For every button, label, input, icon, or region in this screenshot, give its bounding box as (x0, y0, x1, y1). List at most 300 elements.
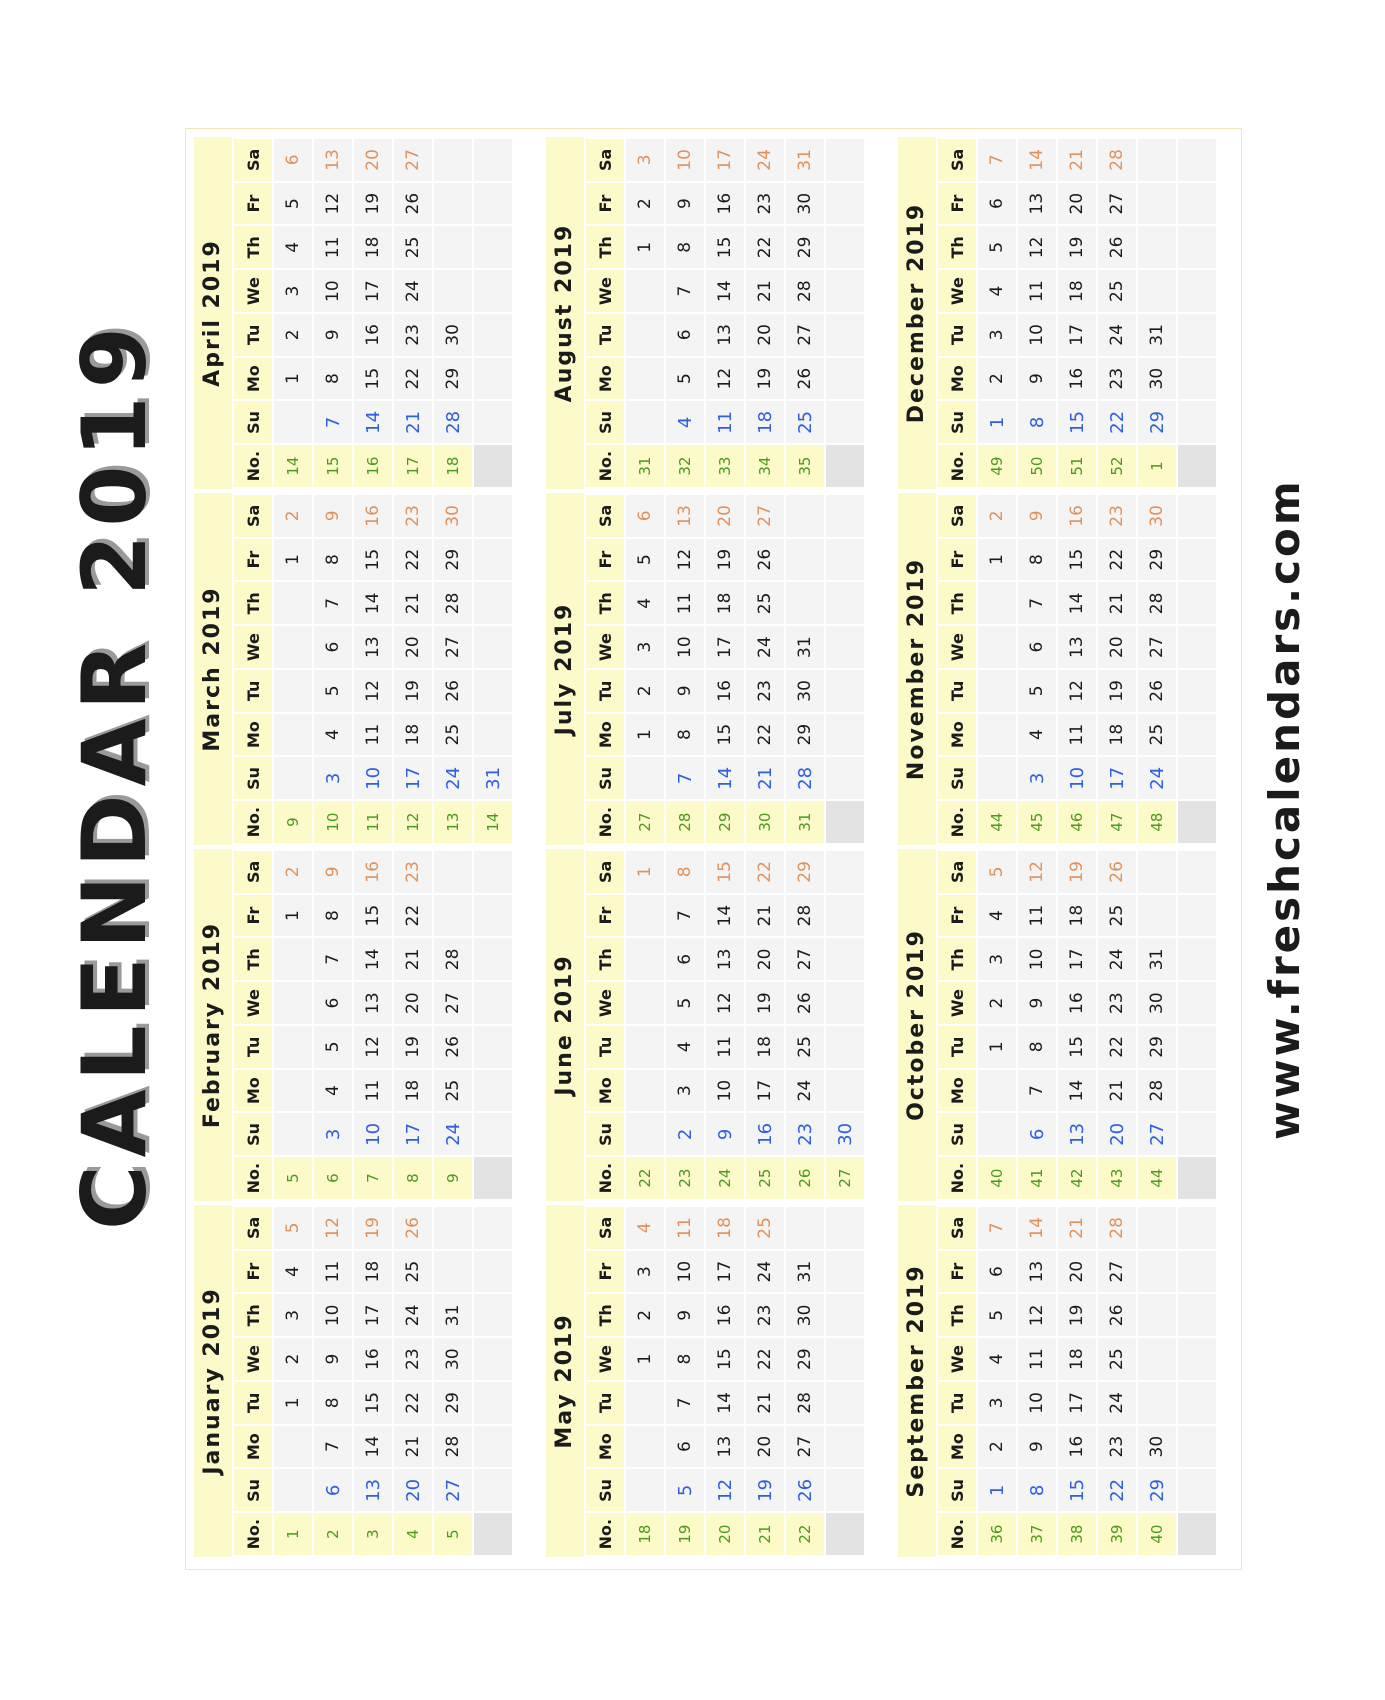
saturday-cell: 16 (354, 851, 392, 893)
week-number: 2 (314, 1513, 352, 1555)
week-row (394, 139, 432, 487)
day-cell (1178, 270, 1216, 312)
weekday-header: Th (938, 227, 976, 269)
weekday-header: Sa (938, 1207, 976, 1249)
day-cell (826, 714, 864, 756)
week-number-header: No. (938, 1513, 976, 1555)
day-cell: 20 (394, 626, 432, 668)
month-title: December 2019 (898, 137, 936, 489)
week-number: 44 (978, 801, 1016, 843)
weekday-header: Mo (938, 714, 976, 756)
day-cell: 5 (314, 1026, 352, 1068)
day-cell: 14 (706, 895, 744, 937)
day-cell: 21 (1098, 1070, 1136, 1112)
day-cell: 21 (394, 583, 432, 625)
saturday-cell: 14 (1018, 1207, 1056, 1249)
day-cell: 26 (1098, 227, 1136, 269)
sunday-cell (274, 1470, 312, 1512)
day-cell: 10 (706, 1070, 744, 1112)
day-cell: 31 (1138, 314, 1176, 356)
sunday-cell: 29 (1138, 1470, 1176, 1512)
saturday-cell: 9 (314, 851, 352, 893)
sunday-cell (274, 1114, 312, 1156)
weekday-header: We (234, 982, 272, 1024)
day-cell (474, 183, 512, 225)
day-cell: 14 (354, 939, 392, 981)
saturday-cell (826, 1207, 864, 1249)
day-cell (474, 314, 512, 356)
week-number: 38 (1058, 1513, 1096, 1555)
week-number: 48 (1138, 801, 1176, 843)
day-cell: 14 (1058, 1070, 1096, 1112)
day-cell: 11 (354, 1070, 392, 1112)
sunday-cell: 15 (1058, 1470, 1096, 1512)
day-cell: 29 (786, 714, 824, 756)
sunday-cell (1178, 402, 1216, 444)
saturday-cell: 8 (666, 851, 704, 893)
saturday-cell: 4 (626, 1207, 664, 1249)
saturday-cell (826, 495, 864, 537)
day-cell: 1 (978, 539, 1016, 581)
day-cell: 4 (978, 895, 1016, 937)
saturday-cell: 19 (1058, 851, 1096, 893)
week-number: 40 (1138, 1513, 1176, 1555)
day-cell: 30 (786, 183, 824, 225)
day-cell (826, 270, 864, 312)
saturday-cell: 18 (706, 1207, 744, 1249)
day-cell: 4 (626, 583, 664, 625)
saturday-cell (786, 1207, 824, 1249)
weekday-header: Su (234, 1470, 272, 1512)
week-row (666, 495, 704, 843)
day-cell: 9 (666, 183, 704, 225)
sunday-cell: 8 (1018, 1470, 1056, 1512)
day-cell: 21 (394, 939, 432, 981)
day-cell (274, 714, 312, 756)
day-cell: 23 (1098, 1426, 1136, 1468)
saturday-cell: 21 (1058, 1207, 1096, 1249)
website-url: www.freshcalendars.com (1260, 478, 1309, 1140)
week-number: 24 (706, 1157, 744, 1199)
sunday-cell: 24 (434, 758, 472, 800)
week-row (826, 851, 864, 1199)
week-number: 31 (626, 445, 664, 487)
day-cell: 28 (1138, 583, 1176, 625)
week-row (354, 851, 392, 1199)
day-cell (434, 227, 472, 269)
weekday-header-row (938, 851, 976, 1199)
day-cell (826, 670, 864, 712)
week-number: 4 (394, 1513, 432, 1555)
day-cell: 12 (314, 183, 352, 225)
day-cell: 31 (786, 1251, 824, 1293)
saturday-cell: 22 (746, 851, 784, 893)
day-cell (274, 939, 312, 981)
day-cell: 4 (978, 270, 1016, 312)
day-cell: 16 (354, 1338, 392, 1380)
weekday-header: Sa (234, 495, 272, 537)
week-row (274, 851, 312, 1199)
sunday-cell: 21 (746, 758, 784, 800)
sunday-cell: 13 (1058, 1114, 1096, 1156)
day-cell: 3 (274, 270, 312, 312)
sunday-cell: 27 (434, 1470, 472, 1512)
day-cell: 12 (706, 982, 744, 1024)
sunday-cell (826, 758, 864, 800)
day-cell: 26 (434, 670, 472, 712)
day-cell: 29 (434, 539, 472, 581)
week-row (626, 851, 664, 1199)
day-cell: 20 (1058, 183, 1096, 225)
day-cell: 16 (354, 314, 392, 356)
day-cell: 10 (1018, 314, 1056, 356)
day-cell (626, 1070, 664, 1112)
day-cell: 4 (314, 1070, 352, 1112)
day-cell: 8 (1018, 539, 1056, 581)
day-cell (826, 539, 864, 581)
sunday-cell: 25 (786, 402, 824, 444)
sunday-cell: 28 (786, 758, 824, 800)
weekday-header-row (234, 1207, 272, 1555)
weekday-header: Su (938, 402, 976, 444)
weekday-header-row (234, 139, 272, 487)
sunday-cell: 24 (1138, 758, 1176, 800)
day-cell (626, 982, 664, 1024)
day-cell: 7 (314, 583, 352, 625)
day-cell: 30 (434, 1338, 472, 1380)
week-row (706, 139, 744, 487)
week-row (354, 495, 392, 843)
week-row (666, 851, 704, 1199)
week-number: 17 (394, 445, 432, 487)
day-cell (1178, 314, 1216, 356)
day-cell (826, 1295, 864, 1337)
day-cell: 14 (706, 270, 744, 312)
weekday-header: Mo (938, 1426, 976, 1468)
day-cell (474, 1251, 512, 1293)
day-cell: 12 (666, 539, 704, 581)
weekday-header: Mo (938, 358, 976, 400)
week-number: 9 (274, 801, 312, 843)
sunday-cell: 29 (1138, 402, 1176, 444)
week-number: 9 (434, 1157, 472, 1199)
weekday-header: Fr (234, 895, 272, 937)
day-cell: 8 (666, 714, 704, 756)
weekday-header: Th (938, 583, 976, 625)
saturday-cell: 7 (978, 1207, 1016, 1249)
week-row (314, 495, 352, 843)
sunday-cell: 18 (746, 402, 784, 444)
week-number-header: No. (234, 1513, 272, 1555)
day-cell: 22 (394, 1382, 432, 1424)
week-number: 51 (1058, 445, 1096, 487)
day-cell (826, 1070, 864, 1112)
sunday-cell: 6 (1018, 1114, 1056, 1156)
sunday-cell (274, 402, 312, 444)
week-number-header: No. (586, 1513, 624, 1555)
day-cell: 17 (1058, 939, 1096, 981)
saturday-cell: 7 (978, 139, 1016, 181)
day-cell (474, 1295, 512, 1337)
week-row (978, 1207, 1016, 1555)
saturday-cell: 12 (314, 1207, 352, 1249)
saturday-cell (1138, 1207, 1176, 1249)
week-number: 7 (354, 1157, 392, 1199)
week-number: 14 (474, 801, 512, 843)
month-title: February 2019 (194, 849, 232, 1201)
week-number: 1 (274, 1513, 312, 1555)
week-row (1058, 1207, 1096, 1555)
sunday-cell: 3 (1018, 758, 1056, 800)
month-block (898, 493, 1226, 845)
month-block (194, 1205, 522, 1557)
sunday-cell (978, 758, 1016, 800)
month-block (546, 849, 874, 1201)
weekday-header: We (586, 270, 624, 312)
week-row (1018, 851, 1056, 1199)
weekday-header: Tu (234, 1382, 272, 1424)
day-cell (826, 358, 864, 400)
weekday-header: Fr (234, 1251, 272, 1293)
week-row (826, 1207, 864, 1555)
weekday-header: Su (938, 1470, 976, 1512)
day-cell (626, 270, 664, 312)
day-cell: 12 (1018, 227, 1056, 269)
day-cell (826, 1251, 864, 1293)
day-cell: 25 (434, 1070, 472, 1112)
day-cell (434, 895, 472, 937)
day-cell: 14 (354, 1426, 392, 1468)
day-cell: 6 (978, 183, 1016, 225)
weekday-header-row (586, 1207, 624, 1555)
day-cell: 8 (666, 1338, 704, 1380)
saturday-cell: 2 (978, 495, 1016, 537)
day-cell: 7 (1018, 583, 1056, 625)
day-cell (1178, 714, 1216, 756)
month-block (898, 849, 1226, 1201)
weekday-header: Tu (234, 670, 272, 712)
weekday-header: Th (234, 227, 272, 269)
month-table (936, 1205, 1218, 1557)
week-row (474, 495, 512, 843)
week-number-header: No. (586, 445, 624, 487)
week-number: 5 (274, 1157, 312, 1199)
sunday-cell: 4 (666, 402, 704, 444)
day-cell: 13 (354, 982, 392, 1024)
saturday-cell: 28 (1098, 1207, 1136, 1249)
day-cell: 13 (1058, 626, 1096, 668)
day-cell: 8 (1018, 1026, 1056, 1068)
sunday-cell: 16 (746, 1114, 784, 1156)
sunday-cell (826, 402, 864, 444)
day-cell: 29 (434, 358, 472, 400)
week-row (786, 139, 824, 487)
day-cell: 5 (1018, 670, 1056, 712)
week-row (626, 139, 664, 487)
day-cell: 23 (746, 183, 784, 225)
weekday-header: Th (586, 939, 624, 981)
month-table (232, 849, 514, 1201)
week-row (314, 851, 352, 1199)
day-cell: 15 (706, 714, 744, 756)
week-number (474, 445, 512, 487)
weekday-header: Th (234, 1295, 272, 1337)
day-cell: 1 (626, 227, 664, 269)
day-cell: 19 (1098, 670, 1136, 712)
day-cell (786, 583, 824, 625)
day-cell: 6 (666, 939, 704, 981)
sunday-cell (474, 1114, 512, 1156)
day-cell: 5 (978, 1295, 1016, 1337)
month-block (898, 137, 1226, 489)
week-number: 37 (1018, 1513, 1056, 1555)
day-cell: 20 (746, 1426, 784, 1468)
month-block (898, 1205, 1226, 1557)
day-cell: 3 (978, 939, 1016, 981)
weekday-header: Su (586, 402, 624, 444)
page-title: CALENDAR 2019 (63, 319, 166, 1230)
day-cell: 2 (626, 1295, 664, 1337)
weekday-header: Tu (586, 670, 624, 712)
saturday-cell: 14 (1018, 139, 1056, 181)
day-cell: 25 (434, 714, 472, 756)
sunday-cell: 1 (978, 1470, 1016, 1512)
week-row (474, 851, 512, 1199)
day-cell (826, 314, 864, 356)
day-cell: 24 (1098, 939, 1136, 981)
week-row (1178, 851, 1216, 1199)
weekday-header: Tu (938, 314, 976, 356)
day-cell: 23 (746, 1295, 784, 1337)
day-cell: 22 (394, 539, 432, 581)
saturday-cell: 17 (706, 139, 744, 181)
week-row (826, 139, 864, 487)
sunday-cell: 7 (314, 402, 352, 444)
day-cell: 5 (978, 227, 1016, 269)
week-row (1178, 139, 1216, 487)
sunday-cell: 26 (786, 1470, 824, 1512)
day-cell: 12 (354, 670, 392, 712)
month-table (232, 1205, 514, 1557)
day-cell (1178, 583, 1216, 625)
week-number-header: No. (586, 1157, 624, 1199)
saturday-cell: 16 (354, 495, 392, 537)
month-table (232, 137, 514, 489)
day-cell (1178, 358, 1216, 400)
day-cell (826, 895, 864, 937)
day-cell: 3 (978, 1382, 1016, 1424)
day-cell (626, 895, 664, 937)
day-cell (274, 670, 312, 712)
weekday-header: Tu (586, 1382, 624, 1424)
weekday-header: Tu (938, 670, 976, 712)
day-cell: 24 (746, 626, 784, 668)
weekday-header: Mo (234, 358, 272, 400)
day-cell: 13 (1018, 1251, 1056, 1293)
day-cell (474, 939, 512, 981)
day-cell: 19 (394, 1026, 432, 1068)
sunday-cell: 31 (474, 758, 512, 800)
month-title: June 2019 (546, 849, 584, 1201)
saturday-cell: 27 (394, 139, 432, 181)
day-cell (626, 358, 664, 400)
week-number: 1 (1138, 445, 1176, 487)
week-number: 19 (666, 1513, 704, 1555)
week-number-header: No. (586, 801, 624, 843)
week-number (826, 1513, 864, 1555)
sunday-cell (1178, 1470, 1216, 1512)
day-cell: 23 (1098, 358, 1136, 400)
day-cell: 4 (274, 1251, 312, 1293)
day-cell: 3 (274, 1295, 312, 1337)
sunday-cell: 3 (314, 1114, 352, 1156)
months-grid (185, 128, 1242, 1570)
day-cell: 2 (978, 358, 1016, 400)
day-cell: 6 (314, 982, 352, 1024)
week-number: 29 (706, 801, 744, 843)
saturday-cell: 12 (1018, 851, 1056, 893)
month-title: August 2019 (546, 137, 584, 489)
saturday-cell: 6 (274, 139, 312, 181)
sunday-cell: 3 (314, 758, 352, 800)
sunday-cell: 1 (978, 402, 1016, 444)
weekday-header: Mo (586, 1426, 624, 1468)
saturday-cell (1138, 851, 1176, 893)
saturday-cell: 20 (706, 495, 744, 537)
saturday-cell: 23 (394, 495, 432, 537)
week-number-header: No. (234, 445, 272, 487)
day-cell (826, 626, 864, 668)
day-cell: 28 (434, 939, 472, 981)
weekday-header: Fr (938, 895, 976, 937)
weekday-header: We (586, 982, 624, 1024)
day-cell: 29 (1138, 539, 1176, 581)
weekday-header: We (234, 626, 272, 668)
week-number: 5 (434, 1513, 472, 1555)
month-table (936, 137, 1218, 489)
day-cell: 9 (666, 1295, 704, 1337)
day-cell (274, 626, 312, 668)
day-cell (1138, 1251, 1176, 1293)
day-cell: 17 (706, 1251, 744, 1293)
weekday-header: Sa (938, 851, 976, 893)
saturday-cell: 2 (274, 495, 312, 537)
week-row (314, 1207, 352, 1555)
day-cell (826, 939, 864, 981)
day-cell (1178, 670, 1216, 712)
weekday-header: Mo (234, 1070, 272, 1112)
weekday-header: We (938, 270, 976, 312)
day-cell: 12 (1058, 670, 1096, 712)
day-cell: 22 (1098, 1026, 1136, 1068)
day-cell: 4 (314, 714, 352, 756)
day-cell (434, 183, 472, 225)
week-number: 12 (394, 801, 432, 843)
month-title: September 2019 (898, 1205, 936, 1557)
day-cell: 23 (394, 314, 432, 356)
day-cell: 9 (314, 314, 352, 356)
saturday-cell (434, 1207, 472, 1249)
day-cell: 10 (666, 1251, 704, 1293)
week-row (434, 495, 472, 843)
week-row (1058, 851, 1096, 1199)
week-number: 34 (746, 445, 784, 487)
month-table (584, 849, 866, 1201)
day-cell: 28 (786, 1382, 824, 1424)
week-row (1058, 139, 1096, 487)
sunday-cell: 13 (354, 1470, 392, 1512)
day-cell (474, 626, 512, 668)
